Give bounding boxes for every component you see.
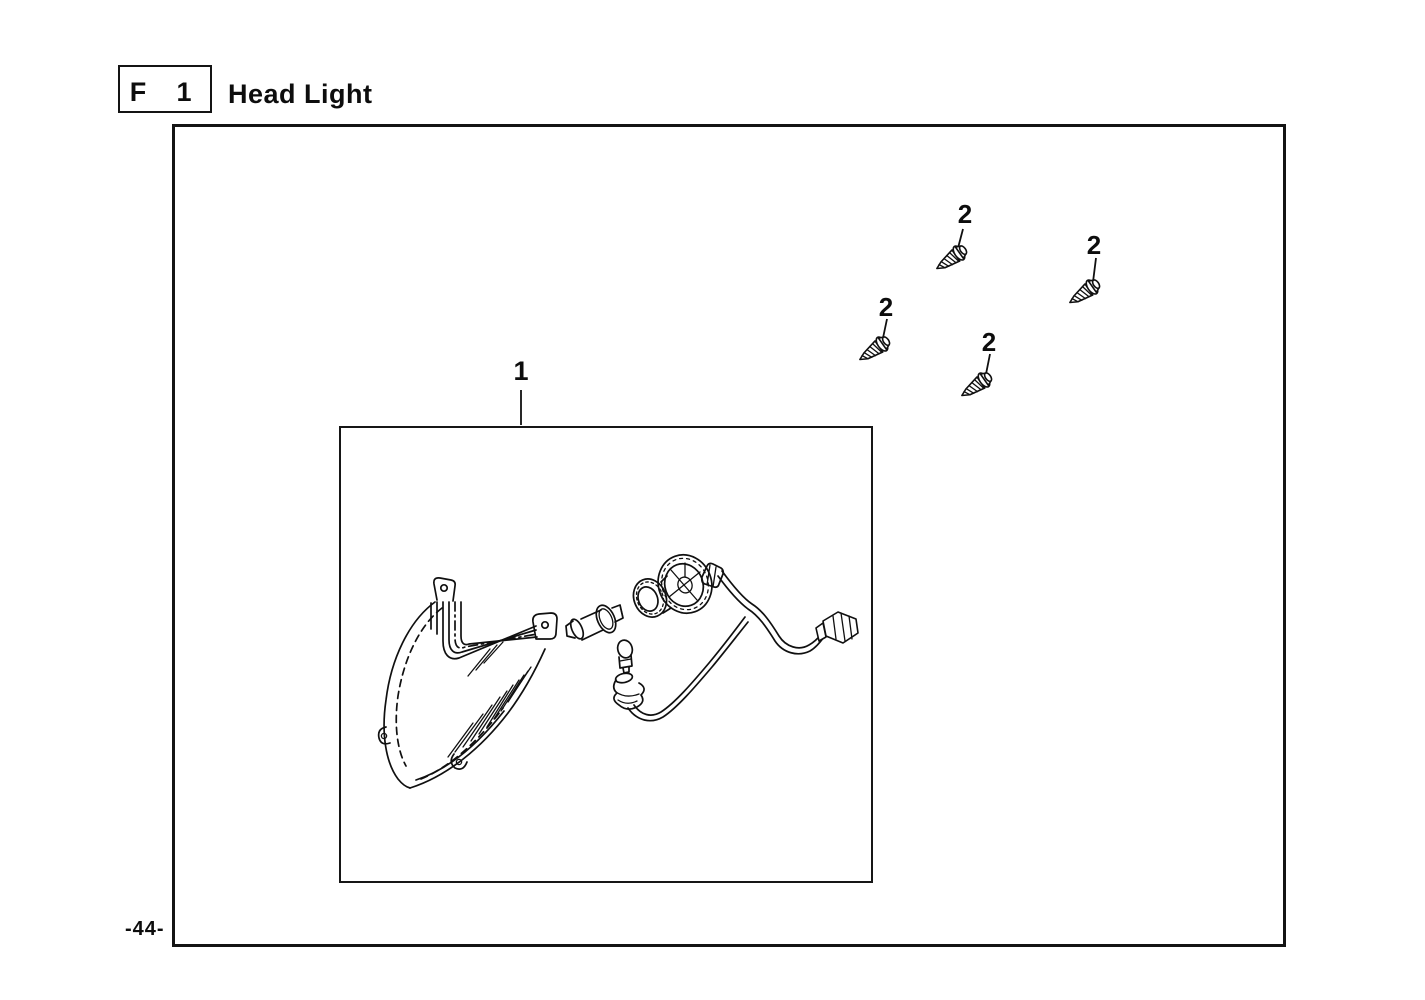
section-code-letter: F [129,77,147,107]
callout-label-part2-c: 2 [878,292,894,322]
callout-label-part1: 1 [513,356,529,386]
callout-label-part2-d: 2 [981,327,997,357]
page-number: -44- [125,918,165,940]
callout-label-part2-b: 2 [1086,230,1102,260]
section-code-number: 1 [176,77,192,107]
callout-label-part2-a: 2 [957,199,973,229]
page-title: Head Light [228,79,373,109]
section-code-box [118,65,212,113]
part-1-box [339,426,873,883]
